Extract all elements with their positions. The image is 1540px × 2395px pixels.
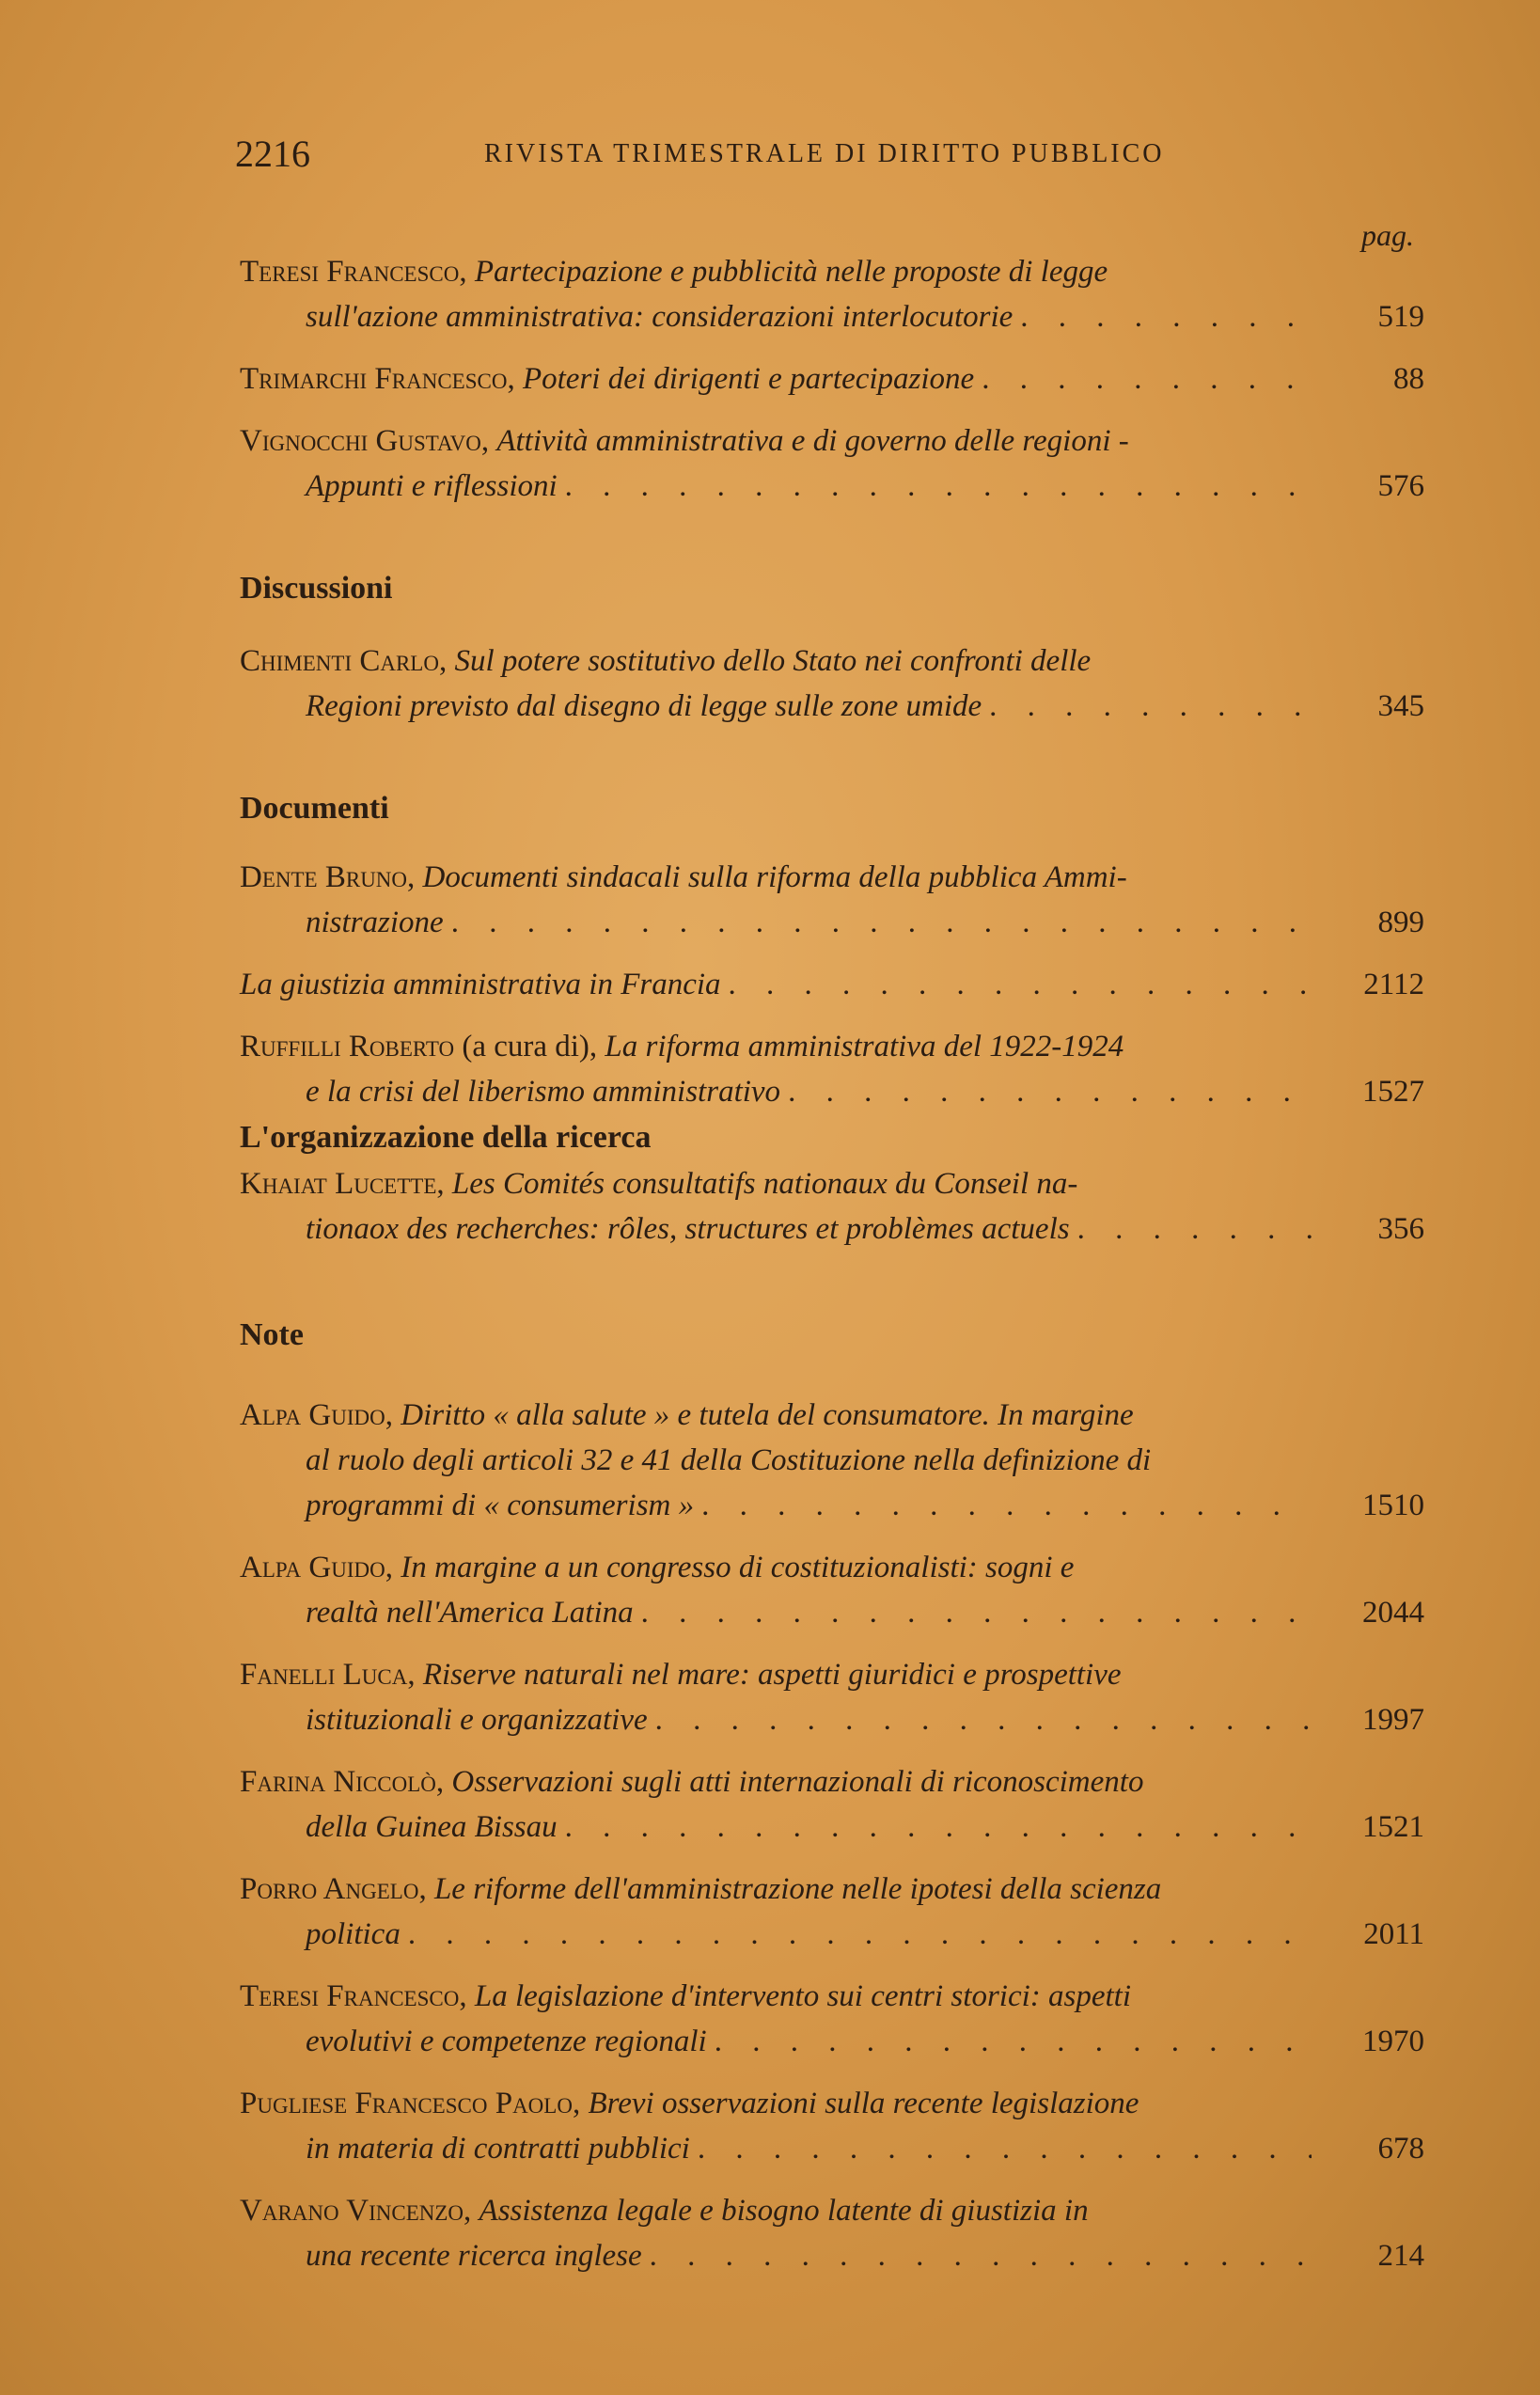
entry-title: La giustizia amministrativa in Francia (240, 968, 721, 1001)
entry-title-cont: e la crisi del liberismo amministrativo (306, 1075, 781, 1109)
entry-author: Ruffilli Roberto (240, 1030, 455, 1064)
entry-editor-note: (a cura di), (454, 1030, 605, 1064)
entry-title: Partecipazione e pubblicità nelle proposte di legge (474, 255, 1108, 289)
entry-title-cont: politica (306, 1917, 401, 1951)
toc-entry (240, 1393, 1424, 1528)
dot-leader (1020, 294, 1312, 339)
dot-leader (788, 1069, 1312, 1114)
toc-entry (240, 638, 1424, 729)
section-heading-documenti: Documenti (240, 791, 389, 826)
page-reference: 2112 (1363, 968, 1424, 1001)
toc-entry (240, 1867, 1424, 1957)
toc-entry (240, 2188, 1424, 2278)
entry-title-cont: realtà nell'America Latina (306, 1596, 634, 1630)
entry-title: Brevi osservazioni sulla recente legislazione (588, 2087, 1139, 2120)
section-heading-note: Note (240, 1317, 304, 1352)
entry-title: Riserve naturali nel mare: aspetti giuridici e prospettive (422, 1658, 1122, 1692)
toc-entry (240, 962, 1424, 1007)
dot-leader (641, 1590, 1312, 1635)
toc-entry (240, 418, 1424, 509)
entry-title: Le riforme dell'amministrazione nelle ipotesi della scienza (433, 1872, 1162, 1906)
entry-title: Diritto « alla salute » e tutela del consumatore. In margine (401, 1398, 1134, 1432)
page-number: 2216 (235, 133, 310, 175)
entry-title-cont: tionaox des recherches: rôles, structures et problèmes actuels (306, 1212, 1070, 1246)
page-reference: 356 (1377, 1212, 1424, 1246)
toc-entry (240, 1545, 1424, 1635)
table-of-contents (240, 249, 1424, 2278)
journal-title: RIVISTA TRIMESTRALE DI DIRITTO PUBBLICO (484, 139, 1165, 168)
dot-leader (565, 1804, 1312, 1850)
entry-title: In margine a un congresso di costituzionalisti: sogni e (401, 1551, 1075, 1584)
entry-title-cont: della Guinea Bissau (306, 1810, 558, 1844)
entry-title: Les Comités consultatifs nationaux du Conseil na- (451, 1167, 1078, 1201)
pag-label: pag. (1361, 218, 1414, 252)
toc-entry (240, 356, 1424, 402)
toc-entry (240, 2081, 1424, 2171)
section-heading-ricerca: L'organizzazione della ricerca (240, 1120, 652, 1155)
entry-author: Varano Vincenzo, (240, 2194, 472, 2228)
entry-title: Osservazioni sugli atti internazionali di riconoscimento (451, 1765, 1144, 1799)
entry-author: Teresi Francesco, (240, 1979, 467, 2013)
entry-title-cont: al ruolo degli articoli 32 e 41 della Costituzione nella definizione di (306, 1443, 1152, 1477)
dot-leader (565, 464, 1312, 509)
dot-leader (715, 2019, 1312, 2064)
page-reference: 678 (1377, 2132, 1424, 2166)
entry-title-cont: Regioni previsto dal disegno di legge sulle zone umide (306, 689, 982, 723)
entry-author: Chimenti Carlo, (240, 644, 448, 678)
entry-title: Poteri dei dirigenti e partecipazione (522, 362, 975, 396)
toc-entry (240, 1974, 1424, 2064)
page-reference: 2044 (1362, 1596, 1424, 1630)
page-reference: 214 (1377, 2239, 1424, 2273)
entry-author: Teresi Francesco, (240, 255, 467, 289)
page-reference: 1527 (1362, 1075, 1424, 1109)
section-heading-discussioni: Discussioni (240, 571, 393, 606)
toc-entry (240, 1652, 1424, 1742)
toc-entry (240, 1024, 1424, 1114)
entry-title-cont: Appunti e riflessioni (306, 469, 558, 503)
dot-leader (1077, 1206, 1312, 1252)
entry-author: Alpa Guido, (240, 1551, 393, 1584)
entry-author: Fanelli Luca, (240, 1658, 416, 1692)
entry-author: Dente Bruno, (240, 860, 416, 894)
page-reference: 1521 (1362, 1810, 1424, 1844)
entry-title: Attività amministrativa e di governo delle regioni - (496, 424, 1129, 458)
dot-leader (982, 356, 1312, 402)
entry-author: Farina Niccolò, (240, 1765, 445, 1799)
page-reference: 519 (1377, 300, 1424, 334)
entry-title-cont: nistrazione (306, 906, 444, 939)
entry-title: La riforma amministrativa del 1922-1924 (605, 1030, 1124, 1064)
entry-author: Vignocchi Gustavo, (240, 424, 490, 458)
toc-entry (240, 855, 1424, 945)
entry-title-cont: una recente ricerca inglese (306, 2239, 642, 2273)
toc-entry (240, 249, 1424, 339)
dot-leader (701, 1483, 1312, 1528)
page-reference: 88 (1393, 362, 1424, 396)
dot-leader (650, 2233, 1312, 2278)
dot-leader (451, 900, 1312, 945)
page-reference: 899 (1377, 906, 1424, 939)
entry-author: Trimarchi Francesco, (240, 362, 515, 396)
entry-title: La legislazione d'intervento sui centri storici: aspetti (474, 1979, 1131, 2013)
page-reference: 2011 (1363, 1917, 1424, 1951)
entry-title-cont: in materia di contratti pubblici (306, 2132, 690, 2166)
page-reference: 1970 (1362, 2025, 1424, 2058)
entry-title: Assistenza legale e bisogno latente di giustizia in (479, 2194, 1089, 2228)
page-reference: 576 (1377, 469, 1424, 503)
entry-title-cont: programmi di « consumerism » (306, 1489, 695, 1522)
entry-author: Alpa Guido, (240, 1398, 393, 1432)
entry-title: Documenti sindacali sulla riforma della pubblica Ammi- (422, 860, 1127, 894)
dot-leader (989, 684, 1312, 729)
dot-leader (655, 1697, 1312, 1742)
toc-entry (240, 1759, 1424, 1850)
toc-entry (240, 1161, 1424, 1252)
dot-leader (408, 1912, 1312, 1957)
page-reference: 345 (1377, 689, 1424, 723)
entry-title: Sul potere sostitutivo dello Stato nei confronti delle (454, 644, 1092, 678)
entry-title-cont: evolutivi e competenze regionali (306, 2025, 707, 2058)
page-reference: 1510 (1362, 1489, 1424, 1522)
entry-author: Khaiat Lucette, (240, 1167, 445, 1201)
entry-title-cont: istituzionali e organizzative (306, 1703, 648, 1737)
entry-author: Pugliese Francesco Paolo, (240, 2087, 581, 2120)
entry-author: Porro Angelo, (240, 1872, 427, 1906)
dot-leader (698, 2126, 1312, 2171)
dot-leader (729, 962, 1312, 1007)
page-reference: 1997 (1362, 1703, 1424, 1737)
entry-title-cont: sull'azione amministrativa: considerazioni interlocutorie (306, 300, 1014, 334)
